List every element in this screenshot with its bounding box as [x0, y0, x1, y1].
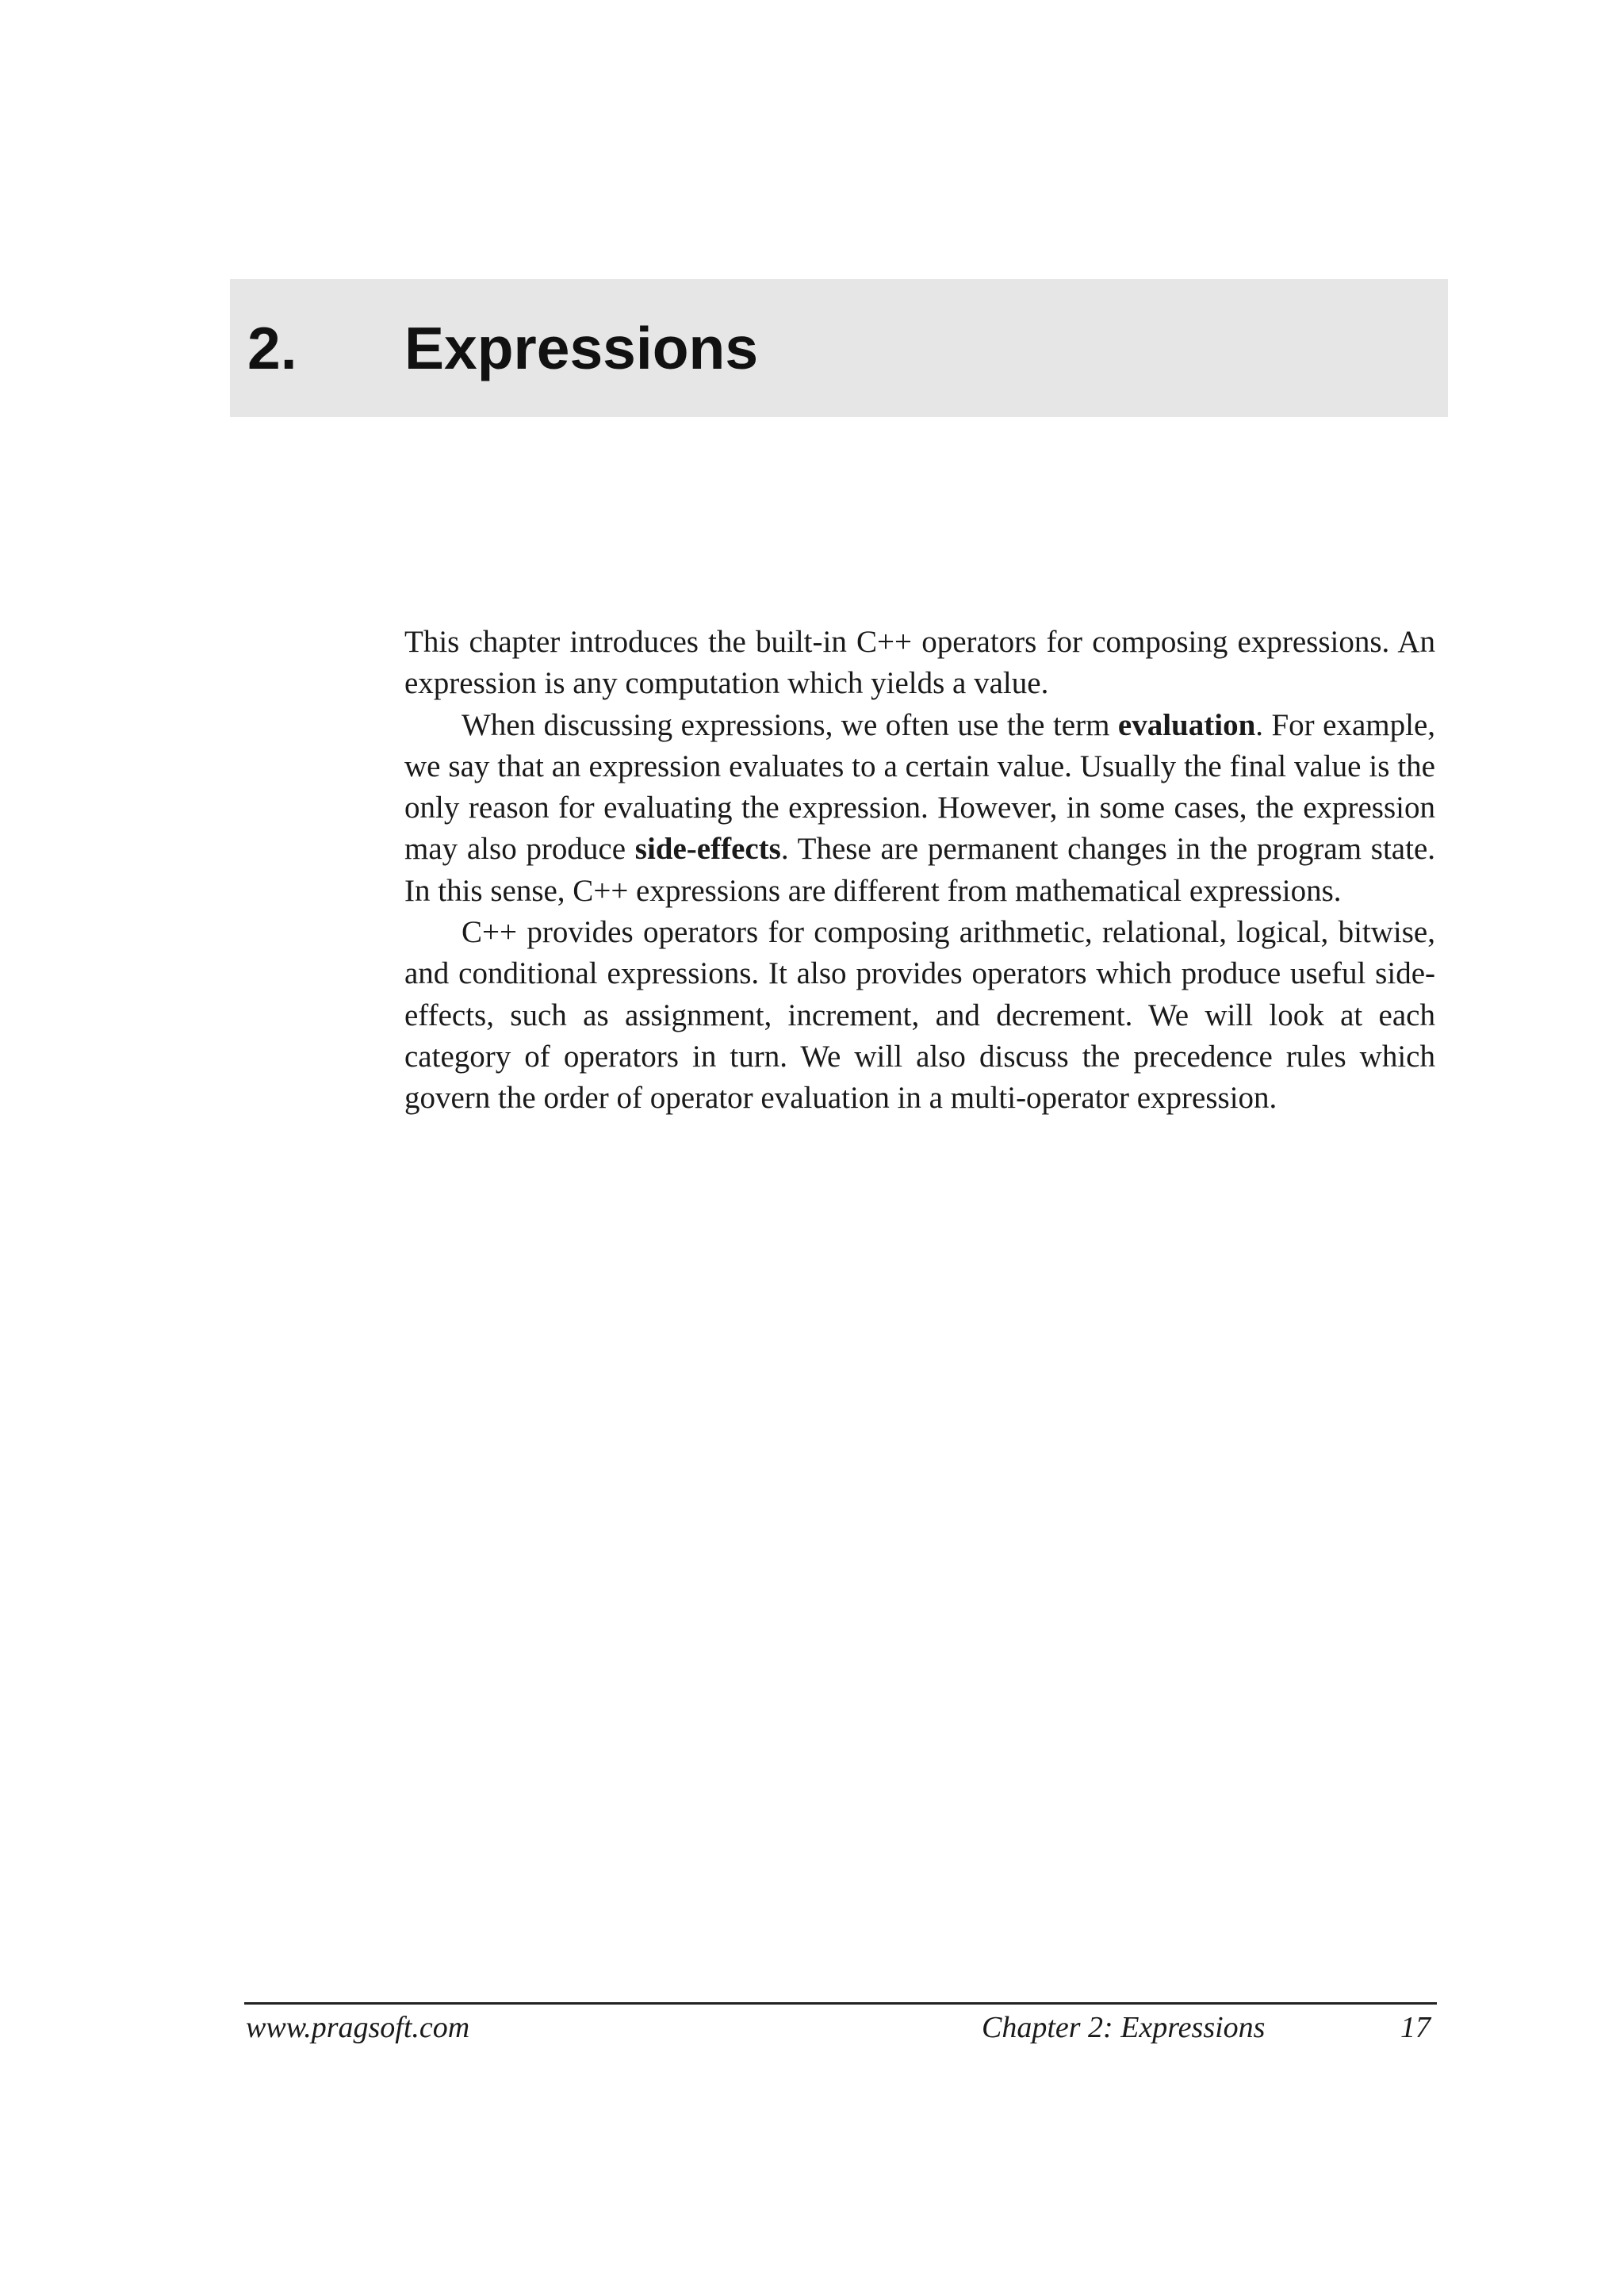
paragraph-2: [404, 705, 1435, 912]
paragraph-1: [404, 622, 1435, 705]
chapter-title: Expressions: [404, 315, 759, 381]
term-side-effects: side-effects: [634, 832, 781, 867]
paragraph-2-text-b: . For example, we say that an expression evaluates to a certain value. Usually the final value is the only reason for evaluating the expression. However, in some cases, the expression may also produce: [404, 707, 1436, 867]
paragraph-2-text-c: . These are permanent changes in the program state. In this sense, C++ expressions are different from mathematical expressions.: [404, 832, 1435, 908]
paragraph-2-text-a: When discussing expressions, we often use the term: [462, 707, 1118, 742]
chapter-number: 2.: [247, 315, 297, 381]
footer-website: www.pragsoft.com: [246, 2011, 470, 2044]
footer-divider: [244, 2002, 1437, 2005]
paragraph-1-text: This chapter introduces the built-in C++ operators for composing expressions. An expression is any computation which yields a value.: [404, 625, 1435, 701]
paragraph-3: [404, 912, 1435, 1119]
footer-chapter-label: Chapter 2: Expressions: [982, 2011, 1266, 2044]
footer-page-number: 17: [1400, 2011, 1431, 2044]
chapter-heading-banner: [230, 279, 1448, 417]
term-evaluation: evaluation: [1117, 707, 1256, 742]
paragraph-3-text: C++ provides operators for composing arithmetic, relational, logical, bitwise, and conditional expressions. It also provides operators which produce useful side-effects, such as assignment, increment, and decrement. We will look at each category of operators in turn. We will also discuss the precedence rules which govern the order of operator evaluation in a multi-operator expression.: [404, 915, 1435, 1116]
chapter-intro-text: [404, 622, 1435, 1120]
